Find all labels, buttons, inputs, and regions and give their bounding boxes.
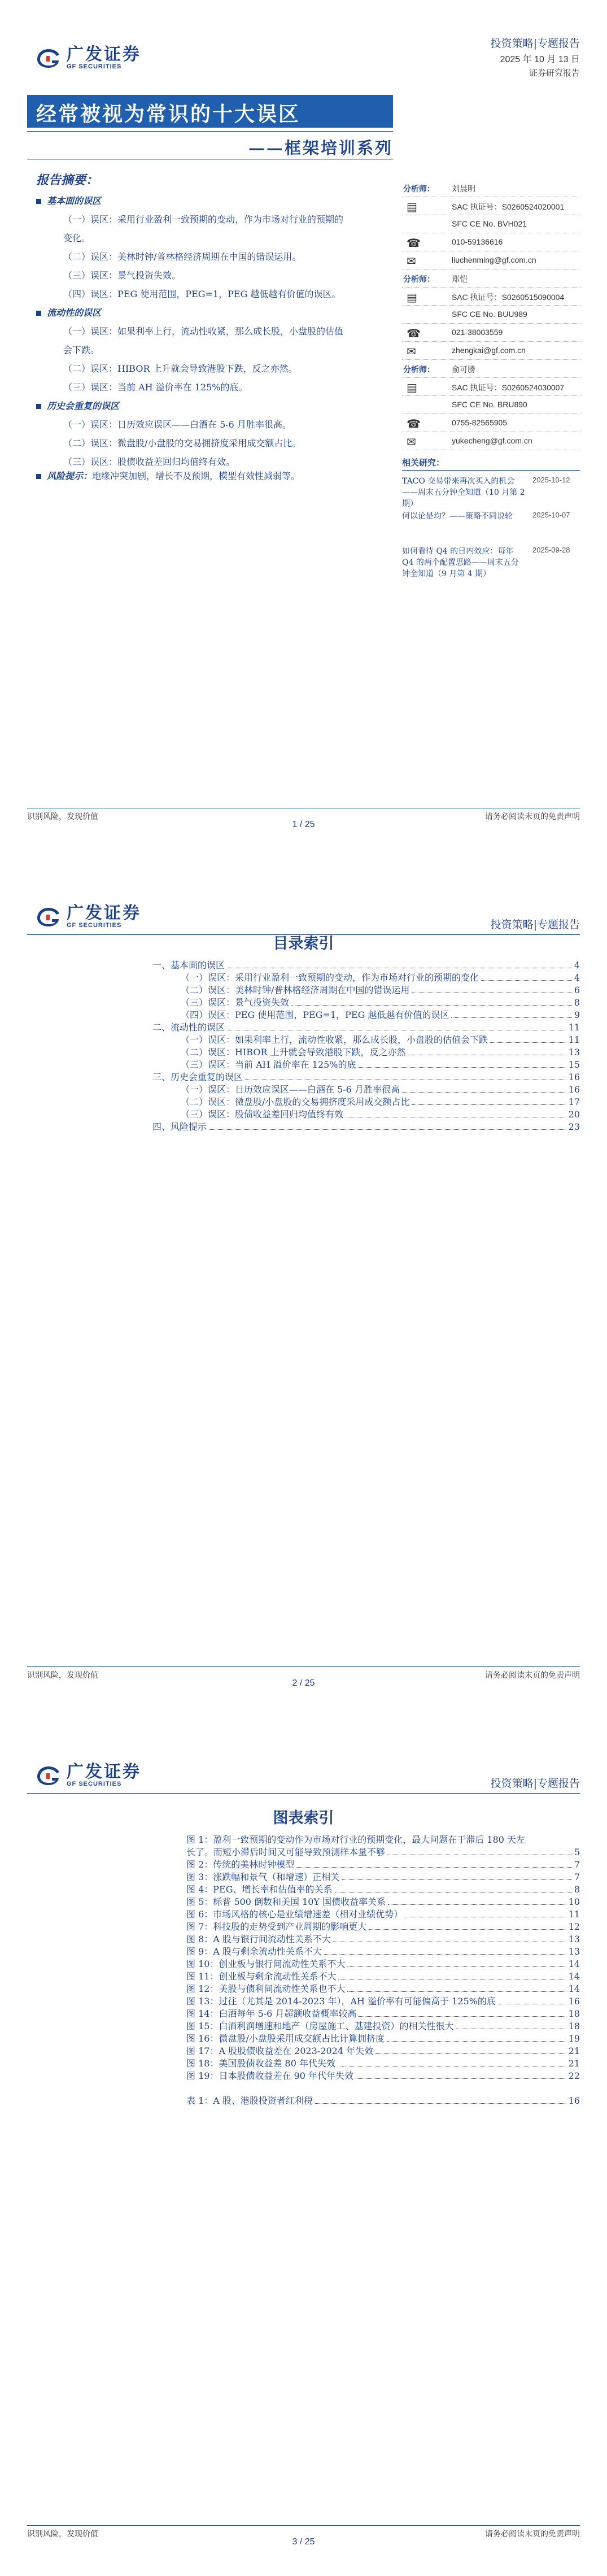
figure-leader <box>338 1970 566 1979</box>
abstract-text-line: （四）误区：PEG 使用范围，PEG=1，PEG 越低越有价值的误区。 <box>63 289 341 299</box>
figure-index-row[interactable] <box>186 1958 580 1970</box>
report-page-1 <box>0 0 607 859</box>
report-page-3 <box>0 1717 607 2576</box>
toc-entry-text: （三）误区：股债收益差回归均值终有效 <box>181 1109 344 1120</box>
toc-page: 9 <box>574 1009 580 1020</box>
figure-index-row[interactable] <box>186 1946 580 1958</box>
subtitle-underline <box>27 159 393 160</box>
toc-page: 15 <box>568 1059 580 1070</box>
footer-left: 识别风险，发现价值 <box>27 812 98 821</box>
figures-title: 图表索引 <box>273 1809 334 1827</box>
figure-leader <box>388 1896 566 1905</box>
abstract-section-heading <box>36 195 101 207</box>
related-item[interactable]: TACO 交易带来再次买入的机会——周末五分钟全知道（10 月第 2 期） <box>402 477 525 508</box>
toc-leader <box>291 997 572 1006</box>
figure-entry-text: 图 15：白酒利润增速和地产（房屋施工、基建投资）的相关性很大 <box>186 2021 454 2031</box>
sfc-row <box>402 397 580 415</box>
toc-page: 16 <box>568 1072 580 1082</box>
bullet-icon <box>36 199 41 204</box>
analyst-email[interactable]: yukecheng@gf.com.cn <box>452 436 532 445</box>
figure-leader <box>456 2020 566 2029</box>
analyst-phone: 021-38003559 <box>452 328 503 337</box>
logo-cn: 广发证券 <box>67 903 141 923</box>
figure-leader <box>347 1958 566 1967</box>
figure-leader <box>405 1908 566 1917</box>
toc-entry-text: （一）误区：如果利率上行，流动性收紧，那么成长股，小盘股的估值会下跌 <box>181 1034 488 1045</box>
toc-entry-text: （一）误区：采用行业盈利一致预期的变动，作为市场对行业的预期的变化 <box>181 972 479 983</box>
analyst-name: 郑恺 <box>452 275 468 284</box>
toc-entry-text: 一、基本面的误区 <box>152 960 225 971</box>
logo-mark-icon <box>35 906 62 928</box>
figure-index-row[interactable] <box>186 1908 580 1921</box>
risk-label: 风险提示： <box>47 471 93 481</box>
analyst-name: 俞可勝 <box>452 365 475 375</box>
toc-row[interactable] <box>181 1034 580 1046</box>
abstract-text-line: （一）误区：如果利率上行，流动性收紧，那么成长股，小盘股的估值 <box>63 326 344 337</box>
id-card-icon: ▤ <box>407 290 417 304</box>
figure-leader <box>387 1846 572 1855</box>
figure-page: 7 <box>574 1872 580 1882</box>
toc-entry-text: （四）误区：PEG 使用范围，PEG=1，PEG 越低越有价值的误区 <box>181 1009 449 1020</box>
email-row <box>402 342 580 360</box>
toc-entry-text: 四、风险提示 <box>152 1121 207 1132</box>
figure-page: 12 <box>568 1921 580 1932</box>
toc-leader <box>451 1009 571 1018</box>
figure-page: 13 <box>568 1934 580 1944</box>
toc-entry-text: （一）误区：日历效应误区——白酒在 5-6 月胜率很高 <box>181 1084 400 1095</box>
logo-mark-icon <box>35 47 62 69</box>
toc-row[interactable] <box>181 1108 580 1121</box>
figure-index-row[interactable] <box>186 1995 580 2008</box>
figure-index-row[interactable] <box>186 1970 580 1983</box>
report-type: 投资策略|专题报告 <box>490 1777 580 1790</box>
figure-leader <box>347 1983 566 1992</box>
figure-index-row[interactable] <box>186 1933 580 1946</box>
dotted-divider <box>402 323 580 324</box>
abstract-section-heading <box>36 400 119 412</box>
toc-row[interactable] <box>152 1021 580 1034</box>
toc-page: 6 <box>574 985 580 995</box>
analyst-sfc: SFC CE No. BUU989 <box>452 310 527 319</box>
toc-entry-text: （三）误区：景气投资失效 <box>181 997 290 1008</box>
figure-leader <box>387 2033 566 2042</box>
toc-page: 23 <box>568 1121 580 1132</box>
figure-leader <box>342 1871 572 1880</box>
figure-leader <box>315 2095 566 2104</box>
footer-left: 识别风险，发现价值 <box>27 1671 98 1680</box>
analyst-sac: SAC 执证号：S0260515090004 <box>452 293 565 302</box>
report-title: 经常被视为常识的十大误区 <box>36 102 301 126</box>
toc-entry-text: （二）误区：微盘股/小盘股的交易拥挤度采用成交额占比 <box>181 1096 410 1107</box>
toc-leader <box>227 1021 566 1030</box>
id-card-icon: ▤ <box>407 200 417 214</box>
company-logo <box>35 1764 141 1787</box>
figure-index-row[interactable] <box>186 2070 580 2082</box>
analyst-name-row <box>402 180 580 198</box>
toc-page: 20 <box>568 1109 580 1120</box>
phone-icon: ☎ <box>407 236 421 250</box>
email-icon: ✉ <box>407 435 416 449</box>
sfc-row <box>402 216 580 234</box>
email-row <box>402 433 580 451</box>
abstract-text-line: （二）误区：微盘股/小盘股的交易拥挤度采用成交额占比。 <box>63 438 302 449</box>
toc-leader <box>209 1121 566 1130</box>
sfc-row <box>402 306 580 324</box>
abstract-text-line: （二）误区：美林时钟/普林格经济周期在中国的错误运用。 <box>63 251 302 262</box>
phone-row <box>402 324 580 342</box>
report-subtitle: ——框架培训系列 <box>248 138 393 158</box>
analyst-sfc: SFC CE No. BRU890 <box>452 400 527 409</box>
page-number: 2 / 25 <box>292 1678 315 1688</box>
analyst-email[interactable]: zhengkai@gf.com.cn <box>452 346 526 355</box>
toc-row[interactable] <box>181 1046 580 1059</box>
toc-page: 16 <box>568 1084 580 1095</box>
phone-icon: ☎ <box>407 417 421 430</box>
figure-page: 14 <box>568 1971 580 1982</box>
phone-icon: ☎ <box>407 327 421 340</box>
figure-page: 10 <box>568 1896 580 1907</box>
abstract-section-title: 历史会重复的误区 <box>47 401 120 411</box>
sac-row <box>402 378 580 397</box>
figure-entry-text: 图 1：盈利一致预期的变动作为市场对行业的预期变化，最大问题在于滞后 180 天左 <box>186 1834 525 1845</box>
title-underline <box>27 131 393 132</box>
email-icon: ✉ <box>407 345 416 358</box>
dotted-divider <box>402 377 580 378</box>
toc-leader <box>245 1071 566 1080</box>
related-item[interactable]: 如何看待 Q4 的日内效应：每年 Q4 的两个配置思路——周末五分钟全知道（9 月第 4 期） <box>402 547 519 578</box>
toc-row[interactable] <box>152 1071 580 1084</box>
analyst-phone: 010-59136616 <box>452 237 503 246</box>
dotted-divider <box>402 395 580 396</box>
toc-title: 目录索引 <box>273 935 334 952</box>
figure-page: 21 <box>568 2046 580 2056</box>
related-date: 2025-10-07 <box>532 511 570 519</box>
dotted-divider <box>402 305 580 306</box>
figure-entry-text: 图 9：A 股与剩余流动性关系不大 <box>186 1946 322 1957</box>
figure-leader <box>375 2045 566 2054</box>
figure-page: 19 <box>568 2033 580 2044</box>
figure-leader <box>296 1859 572 1868</box>
figure-entry-text: 图 5：标普 500 倒数和美国 10Y 国债收益率关系 <box>186 1896 386 1907</box>
figure-page: 7 <box>574 1859 580 1870</box>
figure-page: 16 <box>568 2095 580 2106</box>
abstract-text-line: （一）误区：日历效应误区——白酒在 5-6 月胜率很高。 <box>63 419 291 430</box>
company-logo <box>35 905 141 929</box>
logo-mark-icon <box>35 1764 62 1787</box>
figure-index-row[interactable] <box>186 1896 580 1908</box>
figure-index-row[interactable] <box>186 2033 580 2045</box>
figure-entry-text: 图 3：涨跌幅和景气（和增速）正相关 <box>186 1872 340 1882</box>
figure-page: 14 <box>568 1983 580 1994</box>
abstract-section-title: 流动性的误区 <box>47 307 102 318</box>
figure-page: 8 <box>574 1884 580 1895</box>
dotted-divider <box>402 341 580 342</box>
abstract-section-heading <box>36 307 101 319</box>
figure-entry-text: 表 1：A 股、港股投资者红利税 <box>186 2095 313 2106</box>
header-rule <box>27 1793 580 1794</box>
figure-entry-text: 图 2：传统的美林时钟模型 <box>186 1859 295 1870</box>
footer-rule <box>27 1666 580 1667</box>
toc-page: 11 <box>568 1034 580 1045</box>
figure-leader <box>359 2008 566 2017</box>
abstract-heading: 报告摘要： <box>36 173 99 188</box>
toc-leader <box>359 1059 566 1068</box>
toc-leader <box>412 984 571 993</box>
toc-row[interactable] <box>152 1121 580 1133</box>
related-title: 相关研究： <box>402 458 445 468</box>
id-card-icon: ▤ <box>407 381 417 394</box>
figure-entry-text: 长了。而短小滞后时间又可能导致预测样本量不够 <box>186 1847 386 1857</box>
toc-row[interactable] <box>181 1096 580 1108</box>
toc-leader <box>481 972 572 981</box>
logo-cn: 广发证券 <box>67 1762 141 1782</box>
figure-entry-text: 图 6：市场风格的核心是业绩增速差（相对业绩优势） <box>186 1909 403 1920</box>
email-row <box>402 252 580 270</box>
toc-page: 11 <box>568 1022 580 1033</box>
figure-page: 11 <box>568 1909 580 1920</box>
related-date: 2025-09-28 <box>532 546 570 554</box>
figure-leader <box>324 1946 566 1955</box>
company-logo <box>35 46 141 70</box>
analyst-name-row <box>402 270 580 288</box>
toc-row[interactable] <box>181 1084 580 1096</box>
figure-page: 18 <box>568 2008 580 2019</box>
toc-page: 13 <box>568 1047 580 1058</box>
figure-entry-text: 图 16：微盘股/小盘股采用成交额占比计算拥挤度 <box>186 2033 385 2044</box>
figure-entry-text: 图 11：创业板与剩余流动性关系不大 <box>186 1971 337 1982</box>
toc-entry-text: 三、历史会重复的误区 <box>152 1072 243 1082</box>
logo-cn: 广发证券 <box>67 45 141 64</box>
figure-index-row[interactable] <box>186 2008 580 2020</box>
toc-entry-text: （二）误区：美林时钟/普林格经济周期在中国的错误运用 <box>181 985 410 995</box>
abstract-text-line: （三）误区：当前 AH 溢价率在 125%的底。 <box>63 382 248 393</box>
abstract-text-line: （一）误区：采用行业盈利一致预期的变动，作为市场对行业的预期的 <box>63 214 344 225</box>
figure-page: 5 <box>574 1847 580 1857</box>
figure-index-row[interactable] <box>186 1983 580 1995</box>
toc-entry-text: （三）误区：当前 AH 溢价率在 125%的底 <box>181 1059 356 1070</box>
toc-entry-text: 二、流动性的误区 <box>152 1022 225 1033</box>
analyst-name: 刘晨明 <box>452 185 475 194</box>
analyst-sac: SAC 执证号：S0260524030007 <box>452 383 565 392</box>
figure-leader <box>498 1995 566 2004</box>
title-band <box>27 95 393 128</box>
figure-index-row[interactable] <box>186 1921 580 1933</box>
figure-leader <box>335 1883 572 1892</box>
toc-leader <box>402 1084 566 1093</box>
analyst-sac: SAC 执证号：S0260524020001 <box>452 202 565 211</box>
related-item[interactable]: 何以论是均？——策略不同说轮 <box>402 512 513 521</box>
toc-row[interactable] <box>181 972 580 984</box>
footer-rule <box>27 2525 580 2526</box>
analyst-phone: 0755-82565905 <box>452 418 508 427</box>
analyst-name-row <box>402 360 580 378</box>
figure-index-row[interactable] <box>186 1871 580 1883</box>
toc-row[interactable] <box>181 984 580 997</box>
abstract-text-line: 变化。 <box>63 233 91 243</box>
figure-entry-text: 图 19：日本股债收益差在 90 年代年失效 <box>186 2070 353 2081</box>
dotted-divider <box>402 287 580 288</box>
figure-entry-text: 图 10：创业板与银行间流动性关系不大 <box>186 1959 346 1969</box>
toc-leader <box>408 1046 566 1055</box>
risk-text: 地缘冲突加剧，增长不及预期，模型有效性减弱等。 <box>92 471 300 481</box>
figure-entry-text: 图 17：A 股股债收益差在 2023-2024 年失效 <box>186 2046 374 2056</box>
figure-index-row[interactable] <box>186 1883 580 1896</box>
logo-en: GF SECURITIES <box>67 63 122 70</box>
risk-bullet-icon <box>36 474 41 479</box>
toc-row[interactable] <box>181 1059 580 1071</box>
footer-left: 识别风险，发现价值 <box>27 2530 98 2539</box>
analyst-label: 分析师： <box>403 185 435 194</box>
figure-leader <box>356 2070 566 2079</box>
figure-index-row[interactable] <box>186 1834 580 1846</box>
phone-row <box>402 234 580 252</box>
toc-row[interactable] <box>181 997 580 1009</box>
table-index-row[interactable] <box>186 2095 580 2107</box>
figure-entry-text: 图 13：过往（尤其是 2014-2023 年），AH 溢价率有可能偏高于 125%的底 <box>186 1996 496 2007</box>
abstract-section-title: 基本面的误区 <box>47 195 102 206</box>
sac-row <box>402 288 580 306</box>
report-type: 投资策略|专题报告 <box>490 37 580 50</box>
toc-entry-text: （二）误区：HIBOR 上升就会导致港股下跌，反之亦然 <box>181 1047 406 1058</box>
analyst-email[interactable]: liuchenming@gf.com.cn <box>452 255 536 264</box>
abstract-text-line: （三）误区：股债收益差回归均值终有效。 <box>63 456 235 467</box>
risk-line <box>36 470 300 482</box>
figure-index-row[interactable] <box>186 1859 580 1871</box>
figure-page: 22 <box>568 2070 580 2081</box>
figure-index-row[interactable] <box>186 2057 580 2070</box>
dotted-divider <box>402 359 580 360</box>
figure-leader <box>333 1933 566 1942</box>
toc-leader <box>227 959 572 968</box>
report-dept: 证券研究报告 <box>529 68 580 78</box>
toc-leader <box>412 1096 566 1105</box>
footer-right: 请务必阅读末页的免责声明 <box>485 1671 580 1680</box>
figure-page: 18 <box>568 2021 580 2031</box>
logo-en: GF SECURITIES <box>67 1781 122 1787</box>
phone-row <box>402 415 580 433</box>
figure-entry-text: 图 18：美国股债收益差 80 年代失效 <box>186 2058 335 2069</box>
page-number: 1 / 25 <box>292 820 315 829</box>
figure-page: 21 <box>568 2058 580 2069</box>
footer-right: 请务必阅读末页的免责声明 <box>485 2530 580 2539</box>
page-number: 3 / 25 <box>292 2537 315 2547</box>
abstract-text-line: （二）误区：HIBOR 上升就会导致港股下跌，反之亦然。 <box>63 363 298 374</box>
abstract-text-line: （三）误区：景气投资失效。 <box>63 270 181 281</box>
email-icon: ✉ <box>407 254 416 268</box>
toc-page: 17 <box>568 1096 580 1107</box>
toc-row[interactable] <box>181 1009 580 1021</box>
toc-page: 4 <box>574 972 580 983</box>
analyst-label: 分析师： <box>403 365 435 375</box>
footer-right: 请务必阅读末页的免责声明 <box>485 812 580 821</box>
report-type: 投资策略|专题报告 <box>490 919 580 931</box>
figure-index-row[interactable] <box>186 2020 580 2033</box>
toc-leader <box>490 1034 566 1043</box>
figure-leader <box>338 2057 566 2066</box>
toc-row[interactable] <box>152 959 580 972</box>
related-date: 2025-10-12 <box>532 476 570 484</box>
related-rule <box>402 470 580 471</box>
toc-page: 4 <box>574 960 580 971</box>
figure-leader <box>369 1921 566 1930</box>
figure-entry-text: 图 14：白酒每年 5-6 月超额收益概率较高 <box>186 2008 357 2019</box>
figure-page: 13 <box>568 1946 580 1957</box>
bullet-icon <box>36 311 41 316</box>
bullet-icon <box>36 404 41 409</box>
figure-entry-text: 图 12：美股与债利间流动性关系也不大 <box>186 1983 346 1994</box>
report-date: 2025 年 10 月 13 日 <box>500 55 580 64</box>
figure-entry-text: 图 4：PEG、增长率和估值率的关系 <box>186 1884 333 1895</box>
logo-en: GF SECURITIES <box>67 922 122 929</box>
analyst-sfc: SFC CE No. BVH021 <box>452 219 527 228</box>
toc-leader <box>346 1108 566 1117</box>
figure-page: 16 <box>568 1996 580 2007</box>
figure-index-row[interactable] <box>186 2045 580 2057</box>
report-page-2 <box>0 859 607 1717</box>
analyst-label: 分析师： <box>403 275 435 284</box>
figure-index-row[interactable] <box>186 1846 580 1859</box>
sac-row <box>402 198 580 216</box>
figure-page: 14 <box>568 1959 580 1969</box>
figure-entry-text: 图 8：A 股与银行间流动性关系不大 <box>186 1934 331 1944</box>
figure-entry-text: 图 7：科技股的走势受到产业周期的影响更大 <box>186 1921 367 1932</box>
abstract-text-line: 会下跌。 <box>63 345 100 355</box>
toc-page: 8 <box>574 997 580 1008</box>
